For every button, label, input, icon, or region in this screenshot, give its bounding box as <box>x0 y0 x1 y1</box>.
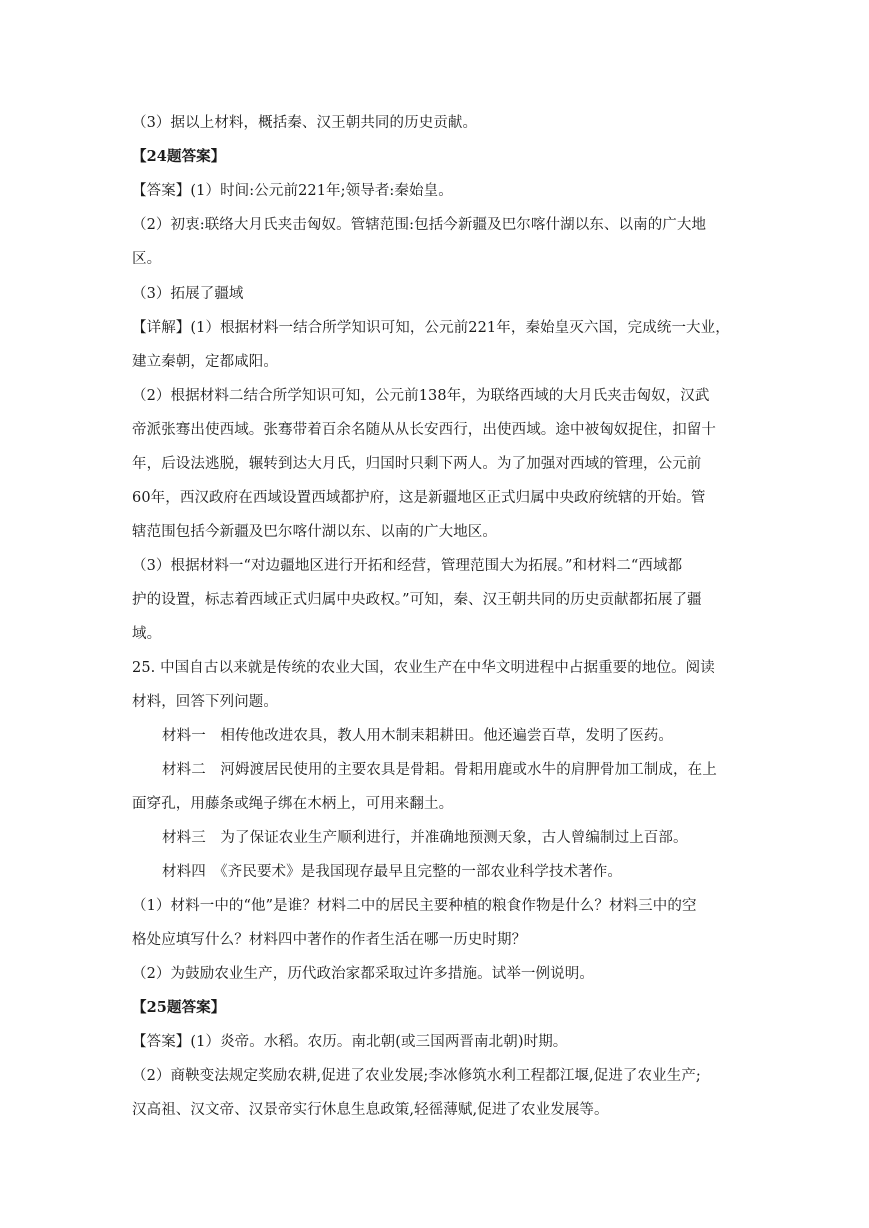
question-25-intro: 25. 中国自古以来就是传统的农业大国，农业生产在中华文明进程中占据重要的地位。阅读 <box>132 660 715 676</box>
question-25-part-1: （1）材料一中的“他”是谁？材料二中的居民主要种植的粮食作物是什么？材料三中的空 <box>132 898 697 914</box>
question-25-part-1-cont: 格处应填写什么？材料四中著作的作者生活在哪一历史时期？ <box>132 932 527 948</box>
explanation-24-part-2-cont: 60年，西汉政府在西域设置西域都护府，这是新疆地区正式归属中央政府统辖的开始。管 <box>132 490 706 506</box>
material-4: 材料四 《齐民要术》是我国现存最早且完整的一部农业科学技术著作。 <box>162 864 622 880</box>
answer-24-part-2: （2）初衷:联络大月氏夹击匈奴。管辖范围:包括今新疆及巴尔喀什湖以东、以南的广大地 <box>132 217 707 233</box>
explanation-24-part-1: 【详解】(1）根据材料一结合所学知识可知，公元前221年，秦始皇灭六国，完成统一大业， <box>132 320 730 336</box>
answer-25-heading: 【25题答案】 <box>132 999 226 1016</box>
explanation-24-part-3: （3）根据材料一“对边疆地区进行开拓和经营，管理范围大为拓展。”和材料二“西域都 <box>132 558 683 574</box>
question-25-part-2: （2）为鼓励农业生产，历代政治家都采取过许多措施。试举一例说明。 <box>132 966 594 982</box>
answer-25-part-2: （2）商鞅变法规定奖励农耕,促进了农业发展;李冰修筑水利工程都江堰,促进了农业生产; <box>132 1068 701 1084</box>
material-2: 材料二 河姆渡居民使用的主要农具是骨耜。骨耜用鹿或水牛的肩胛骨加工制成，在上 <box>162 762 717 778</box>
answer-25-part-2-cont: 汉高祖、汉文帝、汉景帝实行休息生息政策,轻徭薄赋,促进了农业发展等。 <box>132 1102 609 1118</box>
explanation-24-part-2-cont: 帝派张骞出使西域。张骞带着百余名随从从长安西行，出使西域。途中被匈奴捉住，扣留十 <box>132 422 716 438</box>
explanation-24-part-2: （2）根据材料二结合所学知识可知，公元前138年，为联络西域的大月氏夹击匈奴，汉武 <box>132 388 710 404</box>
answer-24-heading: 【24题答案】 <box>132 148 226 165</box>
answer-24-part-1: 【答案】(1）时间:公元前221年;领导者:秦始皇。 <box>132 183 453 199</box>
answer-24-part-2-cont: 区。 <box>132 251 162 267</box>
material-1: 材料一 相传他改进农具，教人用木制耒耜耕田。他还遍尝百草，发明了医药。 <box>162 728 673 744</box>
answer-24-part-3: （3）拓展了疆域 <box>132 286 244 302</box>
material-2-cont: 面穿孔，用藤条或绳子绑在木柄上，可用来翻土。 <box>132 796 454 812</box>
question-24-part-3: （3）据以上材料，概括秦、汉王朝共同的历史贡献。 <box>132 115 478 131</box>
explanation-24-part-1-cont: 建立秦朝，定都咸阳。 <box>132 354 278 370</box>
material-3: 材料三 为了保证农业生产顺利进行，并准确地预测天象，古人曾编制过上百部。 <box>162 830 688 846</box>
explanation-24-part-2-cont: 年，后设法逃脱，辗转到达大月氏，归国时只剩下两人。为了加强对西域的管理，公元前 <box>132 456 702 472</box>
explanation-24-part-3-cont: 护的设置，标志着西域正式归属中央政权。”可知，秦、汉王朝共同的历史贡献都拓展了疆 <box>132 592 702 608</box>
explanation-24-part-3-cont: 域。 <box>132 626 162 642</box>
explanation-24-part-2-cont: 辖范围包括今新疆及巴尔喀什湖以东、以南的广大地区。 <box>132 524 497 540</box>
answer-25-part-1: 【答案】(1）炎帝。水稻。农历。南北朝(或三国两晋南北朝)时期。 <box>132 1034 568 1050</box>
question-25-intro-cont: 材料，回答下列问题。 <box>132 694 278 710</box>
